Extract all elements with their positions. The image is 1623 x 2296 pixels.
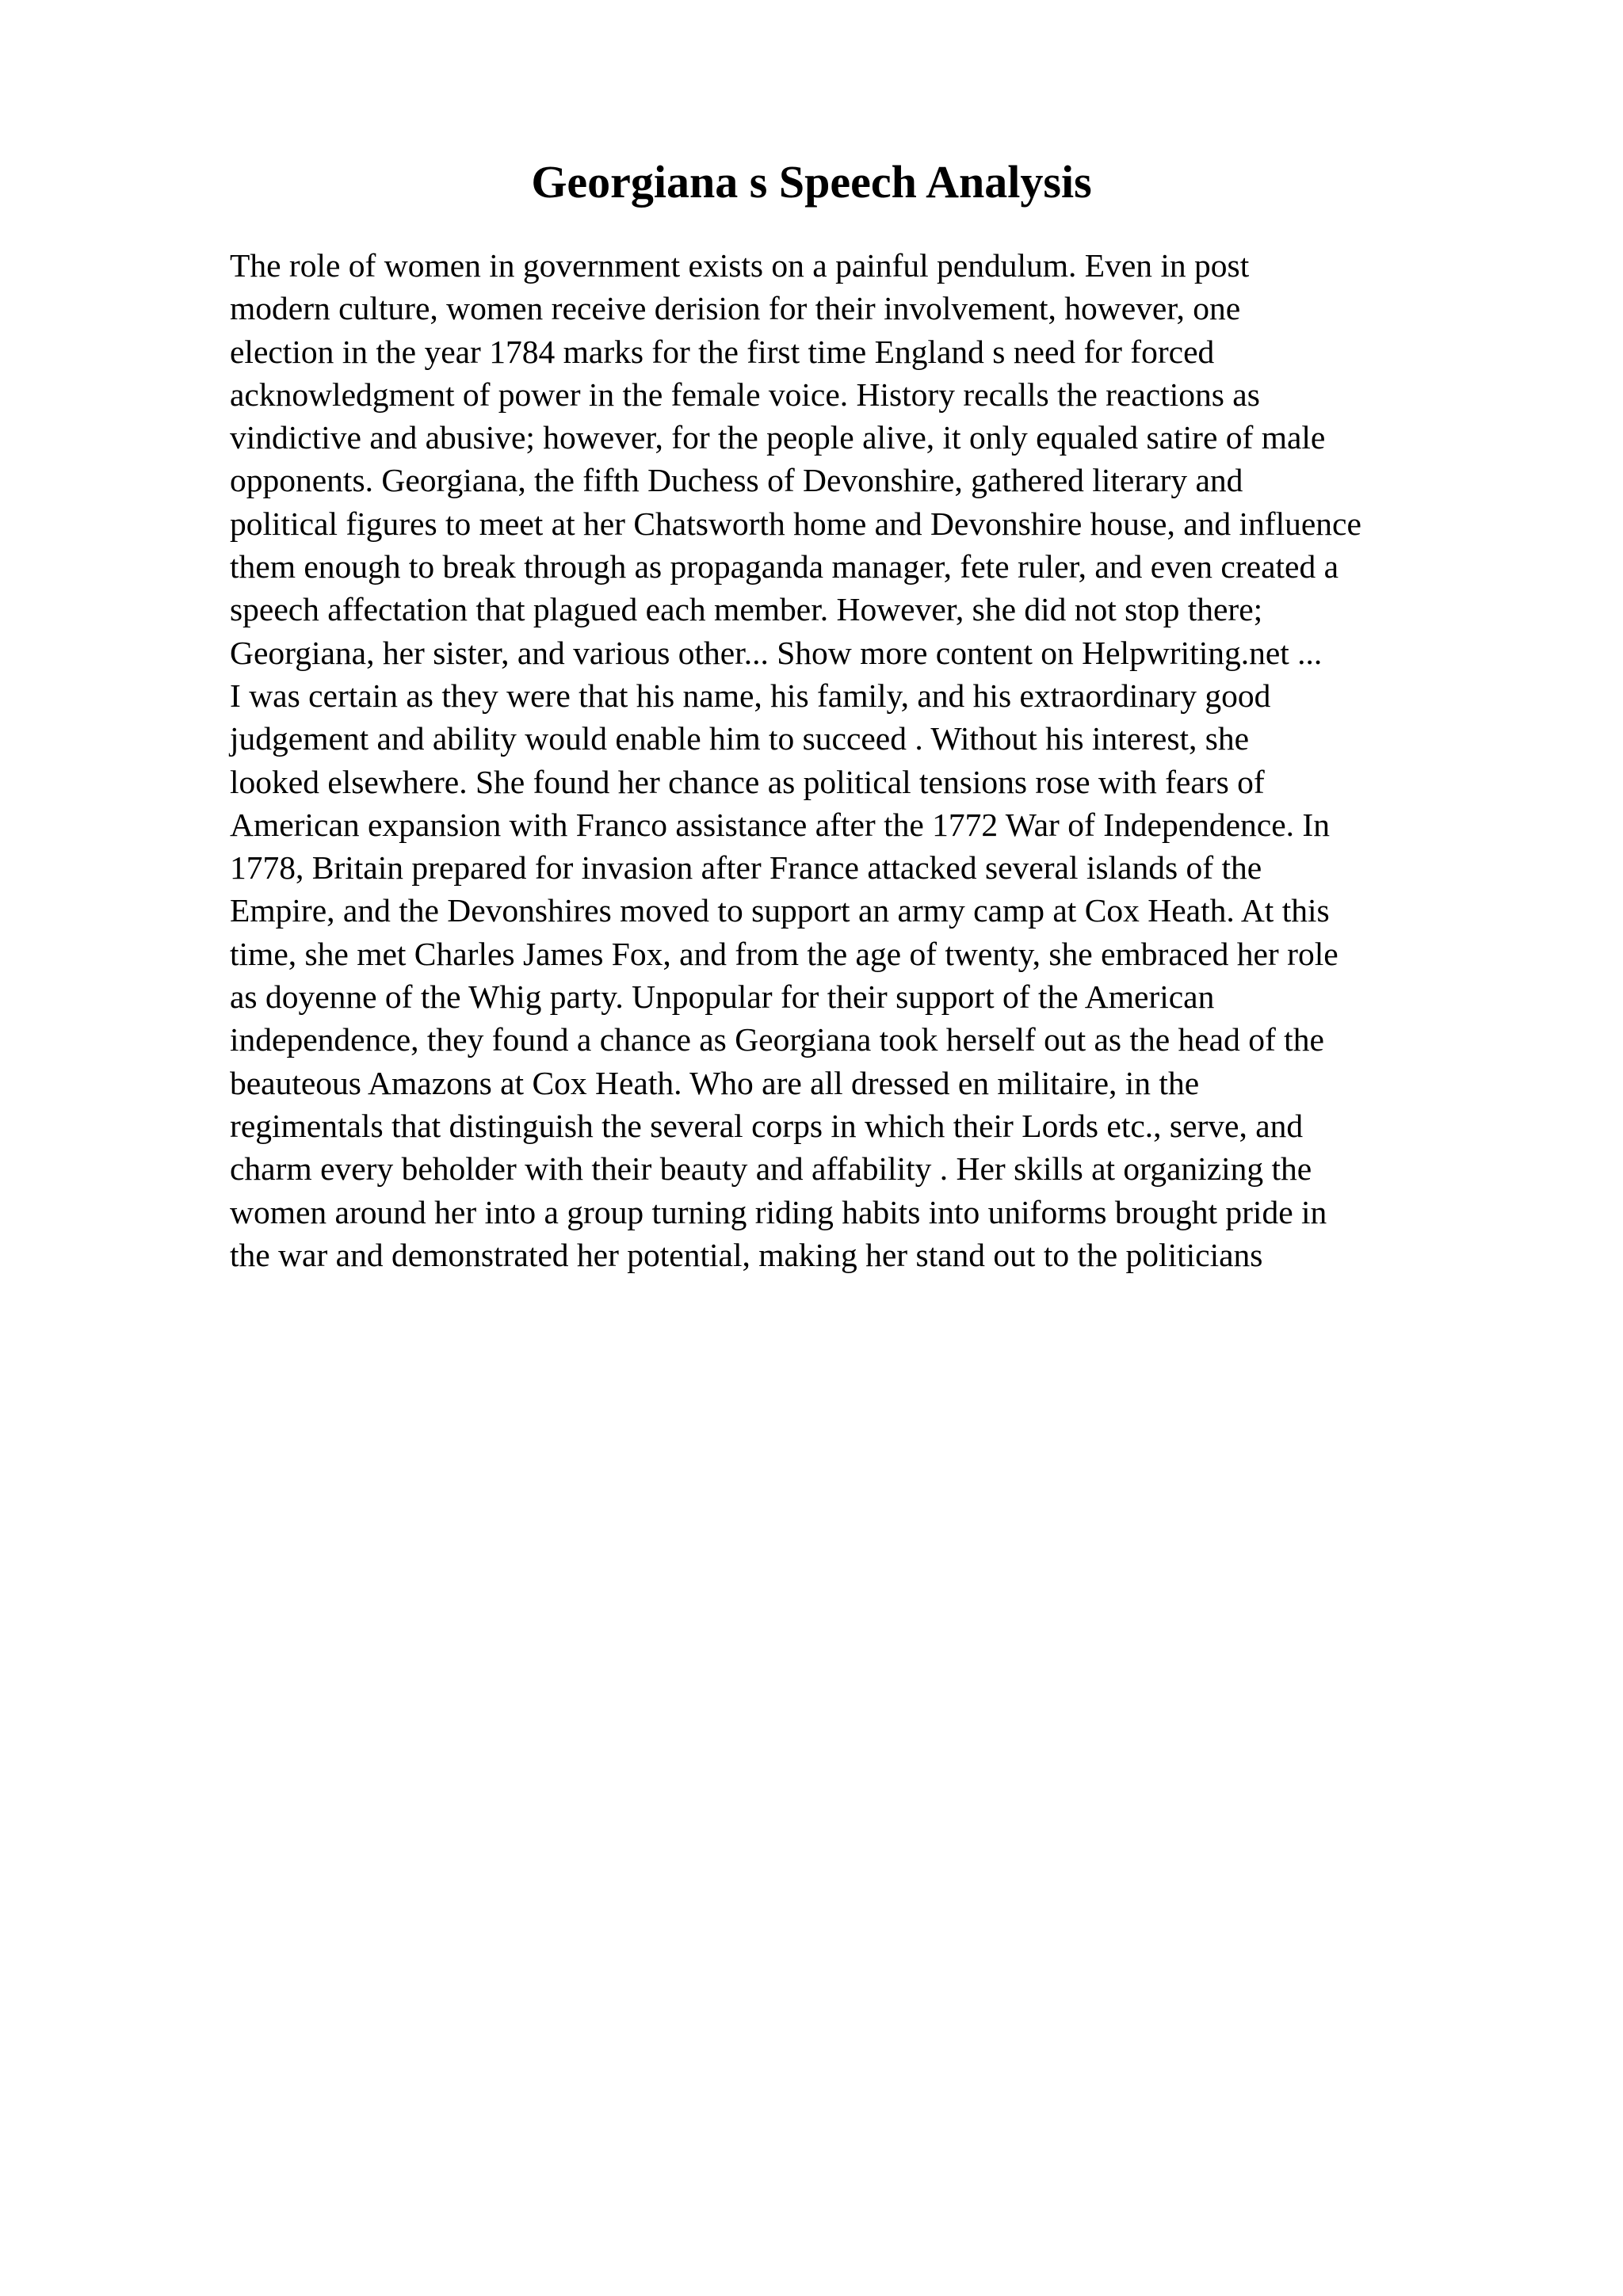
body-line: The role of women in government exists on a painful pendulum. Even in post bbox=[230, 247, 1250, 284]
body-line: the war and demonstrated her potential, making her stand out to the politicians bbox=[230, 1236, 1263, 1273]
body-line: vindictive and abusive; however, for the people alive, it only equaled satire of male bbox=[230, 419, 1326, 456]
body-line: looked elsewhere. She found her chance as political tensions rose with fears of bbox=[230, 763, 1265, 800]
body-line: election in the year 1784 marks for the first time England s need for forced bbox=[230, 333, 1215, 370]
body-line: I was certain as they were that his name, his family, and his extraordinary good bbox=[230, 677, 1271, 714]
body-line: charm every beholder with their beauty and affability . Her skills at organizing the bbox=[230, 1150, 1312, 1188]
body-line: acknowledgment of power in the female voice. History recalls the reactions as bbox=[230, 376, 1260, 413]
document-title: Georgiana s Speech Analysis bbox=[531, 156, 1092, 208]
body-line: as doyenne of the Whig party. Unpopular for their support of the American bbox=[230, 978, 1215, 1016]
body-line: modern culture, women receive derision for their involvement, however, one bbox=[230, 290, 1241, 327]
body-line: Georgiana, her sister, and various other... Show more content on Helpwriting.net ... bbox=[230, 634, 1323, 671]
body-line: 1778, Britain prepared for invasion after France attacked several islands of the bbox=[230, 849, 1262, 887]
body-line: regimentals that distinguish the several corps in which their Lords etc., serve, and bbox=[230, 1107, 1304, 1144]
body-line: women around her into a group turning riding habits into uniforms brought pride in bbox=[230, 1193, 1327, 1230]
body-line: independence, they found a chance as Georgiana took herself out as the head of the bbox=[230, 1021, 1324, 1058]
body-line: opponents. Georgiana, the fifth Duchess of Devonshire, gathered literary and bbox=[230, 462, 1243, 499]
document-body bbox=[230, 244, 1577, 1276]
body-line: beauteous Amazons at Cox Heath. Who are all dressed en militaire, in the bbox=[230, 1064, 1200, 1101]
body-line: Empire, and the Devonshires moved to support an army camp at Cox Heath. At this bbox=[230, 892, 1330, 929]
body-line: them enough to break through as propaganda manager, fete ruler, and even created a bbox=[230, 548, 1338, 585]
body-line: speech affectation that plagued each member. However, she did not stop there; bbox=[230, 591, 1263, 628]
body-line: judgement and ability would enable him to succeed . Without his interest, she bbox=[230, 720, 1250, 757]
body-line: time, she met Charles James Fox, and from the age of twenty, she embraced her role bbox=[230, 935, 1338, 972]
body-line: political figures to meet at her Chatsworth home and Devonshire house, and influence bbox=[230, 505, 1361, 542]
body-line: American expansion with Franco assistance after the 1772 War of Independence. In bbox=[230, 806, 1330, 843]
